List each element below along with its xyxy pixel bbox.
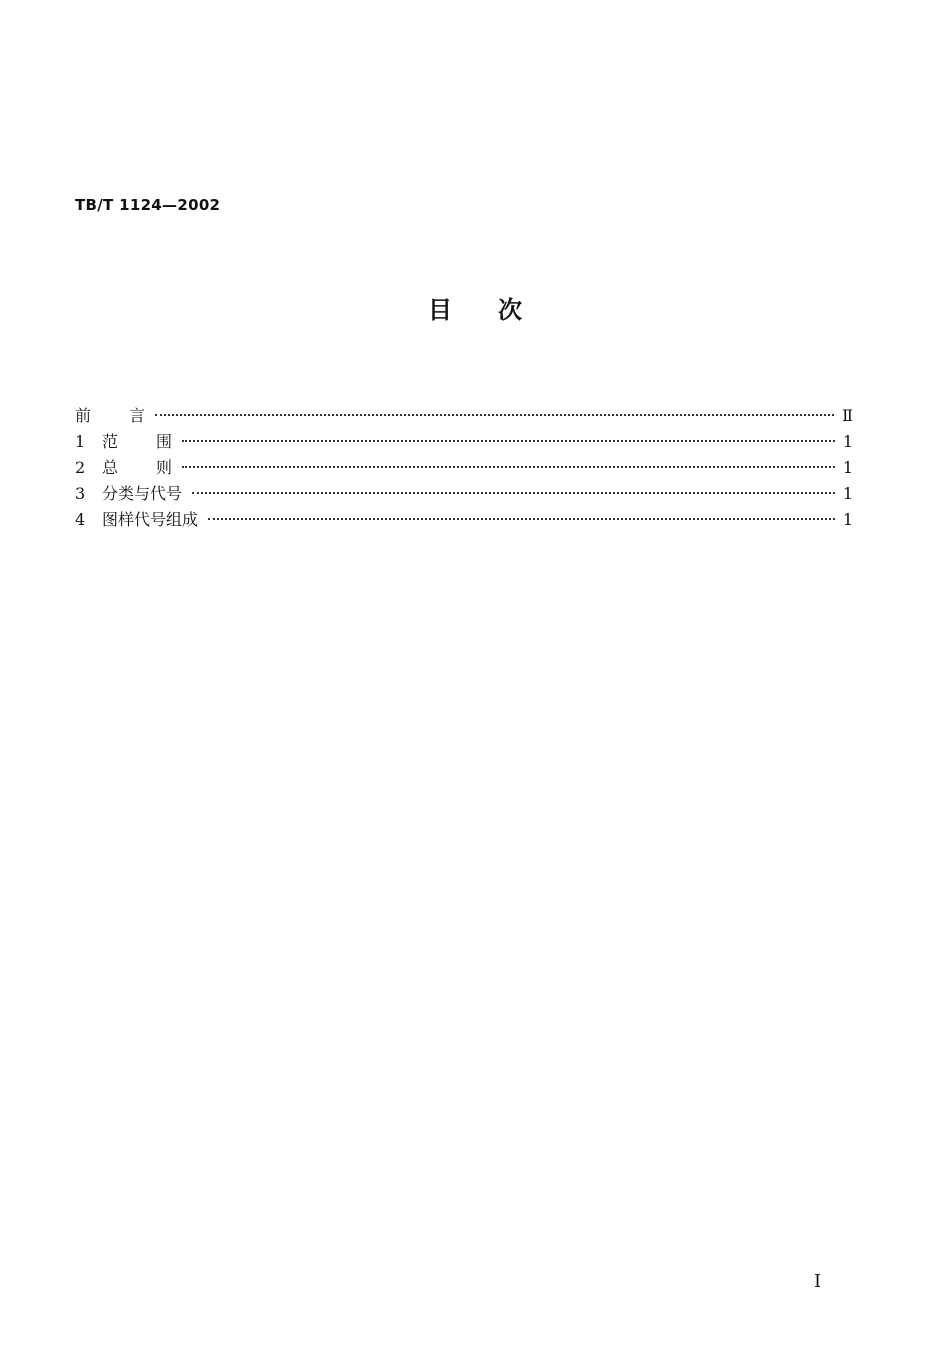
title-char-2: 次	[498, 296, 522, 324]
dot-leader	[192, 492, 835, 494]
title-char-1: 目	[428, 296, 452, 324]
toc-label-part: 围	[155, 432, 172, 451]
toc-entry-scope[interactable]	[75, 429, 853, 455]
toc-entry-drawing-code[interactable]	[75, 507, 853, 533]
page-title	[0, 294, 950, 326]
toc-page-number: 1	[842, 484, 853, 503]
toc-entry-label: 图样代号组成	[102, 510, 199, 529]
toc-page-number: 1	[842, 510, 853, 529]
toc-entry-general[interactable]	[75, 455, 853, 481]
dot-leader	[155, 414, 834, 416]
toc-entry-label	[75, 403, 145, 429]
standard-code: TB/T 1124—2002	[75, 196, 221, 214]
toc-entry-number: 2	[75, 458, 86, 477]
toc-entry-label	[102, 455, 172, 481]
toc-entry-classification[interactable]	[75, 481, 853, 507]
toc-entry-number: 3	[75, 484, 86, 503]
toc-label-part: 总	[102, 458, 119, 477]
toc-entry-foreword[interactable]	[75, 403, 853, 429]
page-number: I	[814, 1271, 822, 1292]
toc-page-number: 1	[842, 458, 853, 477]
dot-leader	[208, 518, 835, 520]
toc-label-part: 范	[102, 432, 119, 451]
dot-leader	[182, 466, 835, 468]
toc-label-part: 前	[75, 406, 92, 425]
table-of-contents	[75, 403, 853, 533]
toc-entry-number: 4	[75, 510, 86, 529]
toc-page-number: Ⅱ	[842, 406, 853, 425]
toc-entry-number: 1	[75, 432, 86, 451]
toc-page-number: 1	[842, 432, 853, 451]
toc-entry-label: 分类与代号	[102, 484, 183, 503]
dot-leader	[182, 440, 835, 442]
toc-label-part: 言	[128, 406, 145, 425]
toc-label-part: 则	[155, 458, 172, 477]
toc-entry-label	[102, 429, 172, 455]
